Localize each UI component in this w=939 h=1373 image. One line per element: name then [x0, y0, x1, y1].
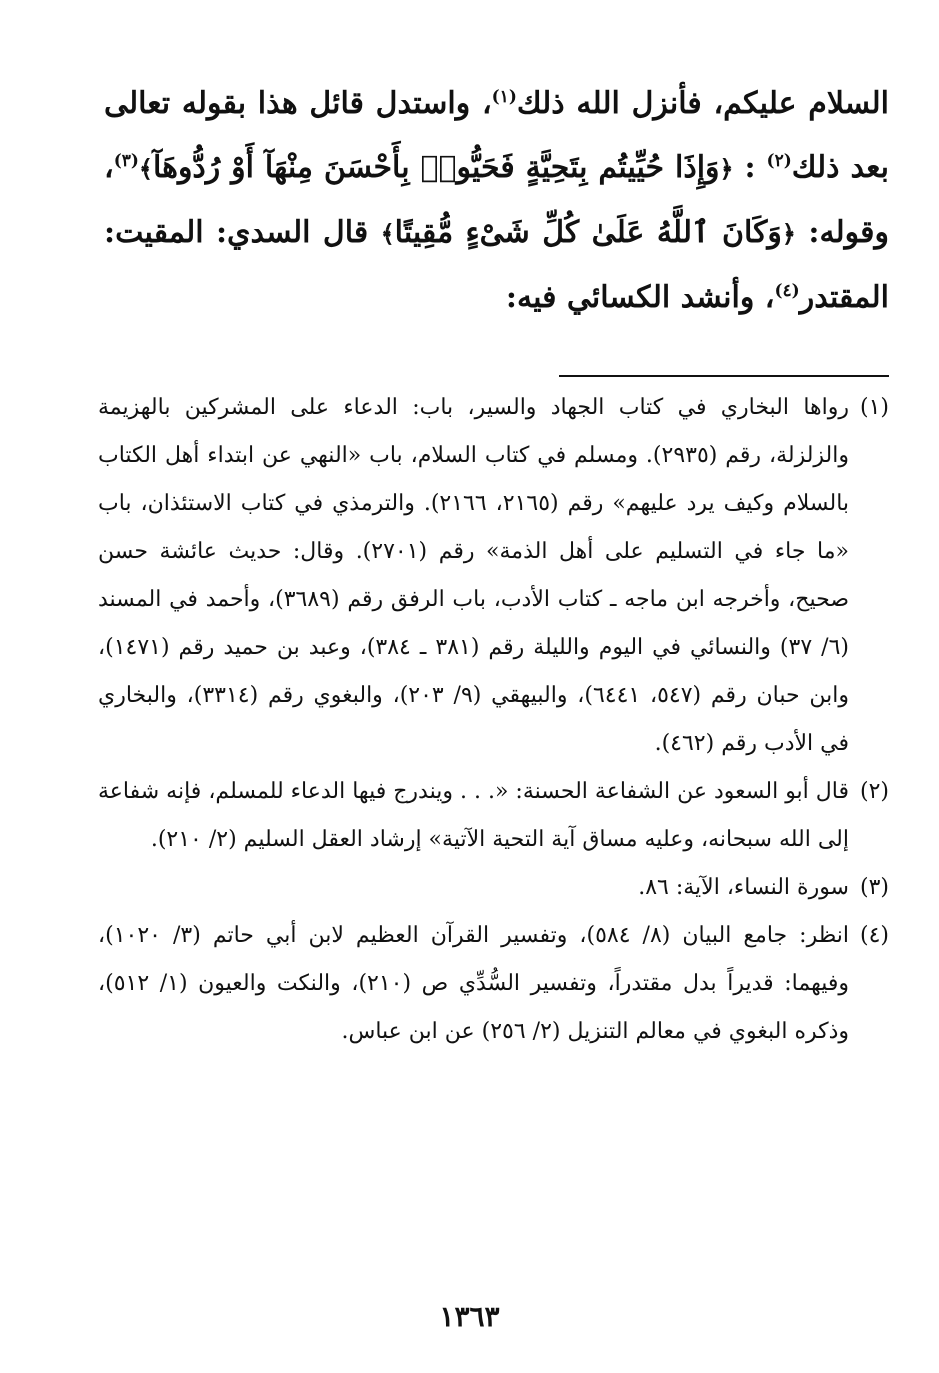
footnote-ref-2: (٢) — [766, 151, 792, 171]
footnote-number: (٣) — [859, 875, 889, 900]
footnote-number: (٤) — [859, 923, 889, 948]
footnote — [98, 768, 889, 864]
footnote-ref-3: (٣) — [113, 151, 139, 171]
quran-close-bracket: ﴾ — [138, 154, 153, 183]
quran-verse-2: وَكَانَ ٱللَّهُ عَلَىٰ كُلِّ شَىْءٍ مُّقِيتًا — [394, 215, 782, 250]
footnote-text: انظر: جامع البيان (٨/ ٥٨٤)، وتفسير القرآن العظيم لابن أبي حاتم (٣/ ١٠٢٠)، وفيهما: قديراً بدل مقتدراً، وتفسير السُّدِّي ص (٢١٠)، والنكت والعيون (١/ ٥١٢)، وذكره البغوي في معالم التنزيل (٢/ ٢٥٦) عن ابن عباس. — [98, 923, 850, 1044]
main-text — [104, 72, 889, 330]
page-number: ١٣٦٣ — [439, 1300, 500, 1333]
quran-open-bracket-2: ﴿ — [781, 219, 796, 248]
footnote-text: قال أبو السعود عن الشفاعة الحسنة: «. . . ويندرج فيها الدعاء للمسلم، فإنه شفاعة إلى الله سبحانه، وعليه مساق آية التحية الآتية» إرشاد العقل السليم (٢/ ٢١٠). — [98, 779, 849, 852]
main-colon: : — [744, 150, 756, 185]
quran-close-bracket-2: ﴾ — [380, 219, 395, 248]
footnote-number: (٢) — [859, 779, 889, 804]
footnote — [98, 384, 889, 768]
footnote-text: رواها البخاري في كتاب الجهاد والسير، باب: الدعاء على المشركين بالهزيمة والزلزلة، رقم (٢٩٣٥). ومسلم في كتاب السلام، باب «النهي عن ابتداء أهل الكتاب بالسلام وكيف يرد عليهم» رقم (٢١٦٥، ٢١٦٦). والترمذي في كتاب الاستئذان، باب «ما جاء في التسليم على أهل الذمة» رقم (٢٧٠١). وقال: حديث عائشة حسن صحيح، وأخرجه ابن ماجه ـ كتاب الأدب، باب الرفق رقم (٣٦٨٩)، وأحمد في المسند (٦/ ٣٧) والنسائي في اليوم والليلة رقم (٣٨١ ـ ٣٨٤)، وعبد بن حميد رقم (١٤٧١)، وابن حبان رقم (٥٤٧، ٦٤٤١)، والبيهقي (٩/ ٢٠٣)، والبغوي رقم (٣٣١٤)، والبخاري في الأدب رقم (٤٦٢). — [98, 395, 850, 756]
main-sentence-6: ، وأنشد الكسائي فيه: — [505, 280, 775, 315]
quran-verse-1: وَإِذَا حُيِّيتُم بِتَحِيَّةٍ فَحَيُّوا۟ بِأَحْسَنَ مِنْهَآ أَوْ رُدُّوهَآ — [152, 150, 720, 185]
footnote-ref-1: (١) — [491, 87, 517, 107]
footnote — [98, 864, 889, 912]
footnote-number: (١) — [859, 395, 889, 420]
quran-open-bracket: ﴿ — [719, 154, 734, 183]
main-sentence-1: السلام عليكم، فأنزل الله ذلك — [516, 86, 889, 121]
footnote-text: سورة النساء، الآية: ٨٦. — [638, 875, 849, 900]
main-sentence-2: ، واستدل قائل هذا بقوله تعالى بعد ذلك — [104, 86, 890, 185]
footnote — [98, 912, 889, 1056]
main-sentence-4: ، وقوله: — [104, 150, 889, 250]
main-sentence-5: قال السدي: المقيت: المقتدر — [104, 215, 889, 315]
footnote-ref-4: (٤) — [774, 281, 800, 301]
footnotes — [98, 384, 889, 1056]
footnote-divider — [559, 375, 889, 377]
